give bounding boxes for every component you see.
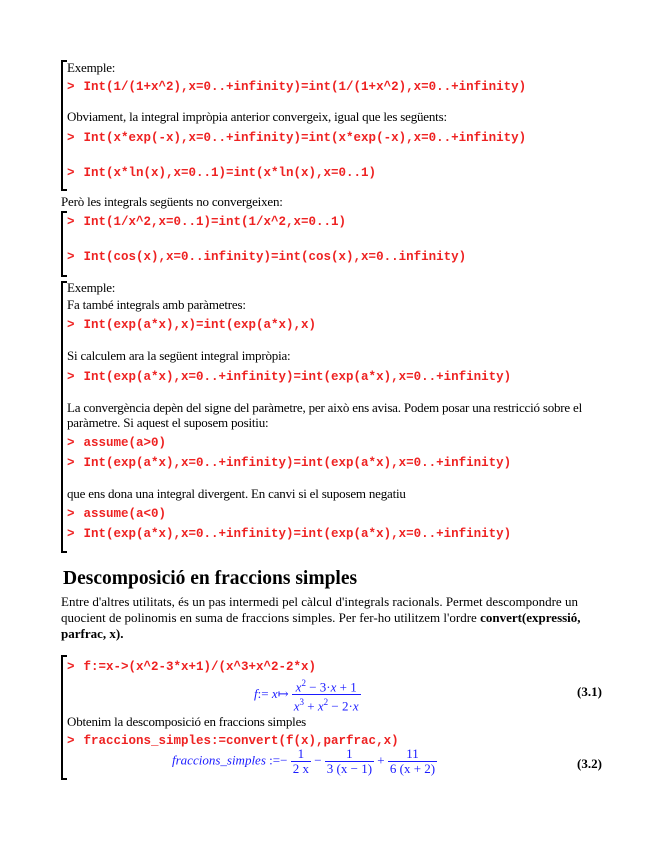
- text-line: Obviament, la integral impròpia anterior convergeix, igual que les següents:: [67, 109, 447, 124]
- convert-command: convert(expressió, parfrac, x).: [61, 610, 581, 641]
- text-line: Si calculem ara la següent integral impròpia:: [67, 348, 291, 363]
- text-line: paràmetre. Si aquest el suposem positiu:: [67, 415, 269, 430]
- fraction: $\frac{1}{3 (x - 1)}$: [326, 746, 373, 776]
- group-bracket-tick: [61, 551, 67, 553]
- input-line[interactable]: > Int(exp(a*x),x=0..+infinity)=int(exp(a*x),x=0..+infinity): [67, 370, 512, 384]
- input-line[interactable]: > Int(cos(x),x=0..infinity)=int(cos(x),x=0..infinity): [67, 250, 467, 264]
- text-line: Però les integrals següents no convergeixen:: [61, 194, 283, 209]
- text-line: Obtenim la descomposició en fraccions simples: [67, 714, 307, 729]
- group-bracket-tick: [61, 275, 67, 277]
- equation-label: (3.1): [577, 684, 602, 699]
- fraction: $\frac{x^2 - 3\cdot x + 1}{x^3 + x^2 - 2\cdot x}$: [293, 678, 359, 714]
- group-bracket-tick: [61, 211, 67, 213]
- fraction: $\frac{11}{6 (x + 2)}$: [389, 746, 436, 776]
- text-line: Exemple:: [67, 280, 116, 295]
- input-line[interactable]: > Int(1/x^2,x=0..1)=int(1/x^2,x=0..1): [67, 215, 347, 229]
- group-bracket-tick: [61, 778, 67, 780]
- group-bracket: [61, 60, 63, 191]
- input-line[interactable]: > Int(1/(1+x^2),x=0..+infinity)=int(1/(1+x^2),x=0..+infinity): [67, 80, 527, 94]
- input-line[interactable]: > Int(x*ln(x),x=0..1)=int(x*ln(x),x=0..1): [67, 166, 377, 180]
- text-line: Exemple:: [67, 60, 116, 75]
- text-line: que ens dona una integral divergent. En canvi si el suposem negatiu: [67, 486, 406, 501]
- section-paragraph: Entre d'altres utilitats, és un pas intermedi pel càlcul d'integrals racionals. Permet descompondre un quocient de polinomis en suma de fraccions simples. Per fer-ho utilitzem l'ordre convert(expressió, parfrac, x).: [61, 594, 581, 641]
- group-bracket: [61, 655, 63, 780]
- group-bracket: [61, 211, 63, 277]
- input-line[interactable]: > Int(exp(a*x),x)=int(exp(a*x),x): [67, 318, 317, 332]
- group-bracket: [61, 281, 63, 553]
- input-line[interactable]: > assume(a<0): [67, 507, 167, 521]
- input-line[interactable]: > f:=x->(x^2-3*x+1)/(x^3+x^2-2*x): [67, 660, 317, 674]
- section-heading: Descomposició en fraccions simples: [63, 568, 358, 589]
- group-bracket-tick: [61, 655, 67, 657]
- input-line[interactable]: > fraccions_simples:=convert(f(x),parfrac,x): [67, 734, 399, 748]
- text-line: Fa també integrals amb paràmetres:: [67, 297, 246, 312]
- input-line[interactable]: > Int(exp(a*x),x=0..+infinity)=int(exp(a*x),x=0..+infinity): [67, 456, 512, 470]
- input-line[interactable]: > Int(exp(a*x),x=0..+infinity)=int(exp(a*x),x=0..+infinity): [67, 527, 512, 541]
- text-line: La convergència depèn del signe del paràmetre, per això ens avisa. Podem posar una restricció sobre el: [67, 400, 583, 415]
- math-output: fraccions_simples :=− $\frac{1}{2 x}$ − $\frac{1}{3 (x - 1)}$ + $\frac{11}{6 (x + 2)}$: [172, 746, 436, 776]
- input-line[interactable]: > Int(x*exp(-x),x=0..+infinity)=int(x*exp(-x),x=0..+infinity): [67, 131, 527, 145]
- input-line[interactable]: > assume(a>0): [67, 436, 167, 450]
- fraction: $\frac{1}{2 x}$: [292, 746, 309, 776]
- math-output: f:= x↦ $\frac{x^2 - 3\cdot x + 1}{x^3 + x^2 - 2\cdot x}$: [254, 678, 359, 714]
- group-bracket-tick: [61, 189, 67, 191]
- equation-label: (3.2): [577, 756, 602, 771]
